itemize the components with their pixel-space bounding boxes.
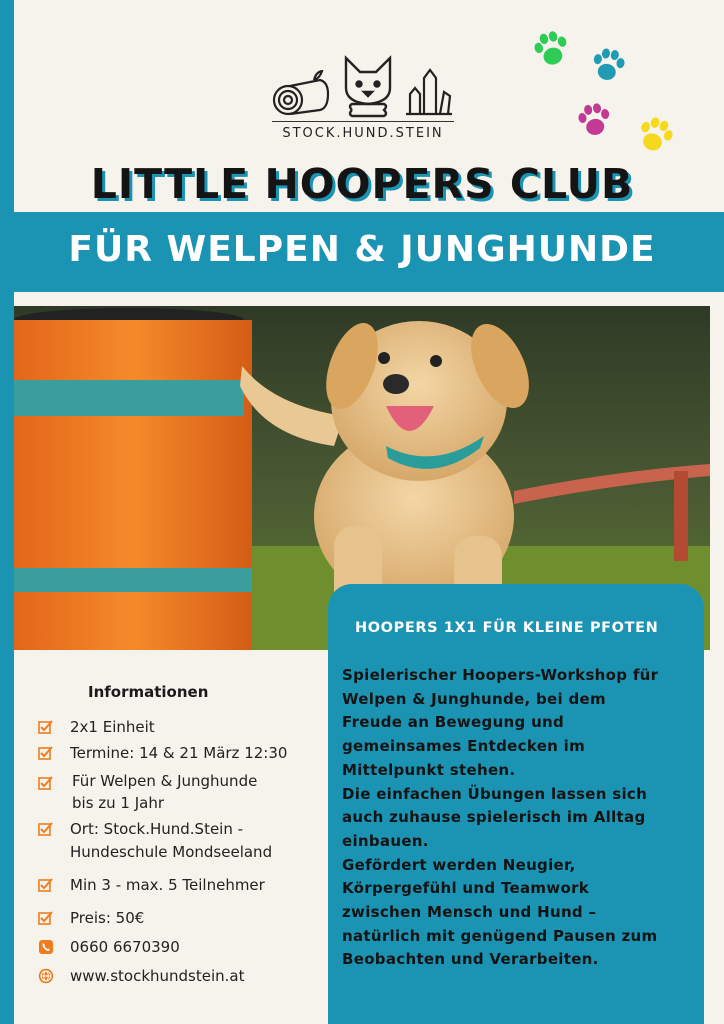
- logo-divider: [272, 121, 454, 122]
- log-icon: [270, 70, 330, 118]
- card-line: Mittelpunkt stehen.: [342, 760, 516, 779]
- globe-icon: [38, 968, 54, 984]
- left-accent-strip: [0, 0, 14, 1024]
- phone-icon: [38, 939, 54, 955]
- card-line: natürlich mit genügend Pausen zum: [342, 926, 658, 945]
- paw-icon-green: [530, 28, 572, 70]
- card-line: Die einfachen Übungen lassen sich: [342, 784, 648, 803]
- dog-head-icon: [340, 54, 396, 118]
- subtitle: FÜR WELPEN & JUNGHUNDE: [68, 229, 656, 270]
- card-line: Körpergefühl und Teamwork: [342, 879, 590, 898]
- info-text: Preis: 50€: [70, 909, 145, 927]
- card-line: Gefördert werden Neugier,: [342, 855, 576, 874]
- paw-icon-teal: [588, 45, 628, 85]
- card-line: Spielerischer Hoopers-Workshop für: [342, 666, 659, 684]
- paw-icon-magenta: [574, 100, 614, 140]
- logo-text: STOCK.HUND.STEIN: [282, 126, 444, 141]
- checkbox-icon: [38, 877, 54, 893]
- card-line: gemeinsames Entdecken im: [342, 737, 586, 756]
- main-title: LITTLE HOOPERS CLUB: [90, 160, 634, 208]
- info-text: Ort: Stock.Hund.Stein -: [70, 820, 244, 838]
- card-line: Freude an Bewegung und: [342, 713, 565, 732]
- info-text: Hundeschule Mondseeland: [70, 843, 273, 861]
- card-line: Beobachten und Verarbeiten.: [342, 950, 599, 969]
- card-body: [342, 664, 702, 972]
- info-heading: Informationen: [88, 683, 209, 701]
- paw-icon-yellow: [634, 114, 676, 156]
- phone-number[interactable]: 0660 6670390: [70, 938, 180, 956]
- card-line: zwischen Mensch und Hund –: [342, 903, 597, 922]
- checkbox-icon: [38, 821, 54, 837]
- info-text: Termine: 14 & 21 März 12:30: [70, 744, 288, 762]
- card-heading: HOOPERS 1X1 FÜR KLEINE PFOTEN: [355, 620, 659, 636]
- checkbox-icon: [38, 910, 54, 926]
- website-link[interactable]: www.stockhundstein.at: [70, 967, 245, 985]
- crystal-icon: [404, 68, 454, 118]
- checkbox-icon: [38, 719, 54, 735]
- info-text: Für Welpen & Junghunde: [72, 772, 258, 790]
- info-text: Min 3 - max. 5 Teilnehmer: [70, 876, 265, 894]
- brand-logo: [268, 52, 458, 152]
- checkbox-icon: [38, 745, 54, 761]
- info-text: bis zu 1 Jahr: [72, 794, 165, 812]
- card-line: Welpen & Junghunde, bei dem: [342, 689, 606, 708]
- info-text: 2x1 Einheit: [70, 718, 155, 736]
- card-line: auch zuhause spielerisch im Alltag: [342, 808, 646, 827]
- card-line: einbauen.: [342, 831, 429, 850]
- checkbox-icon: [38, 775, 54, 791]
